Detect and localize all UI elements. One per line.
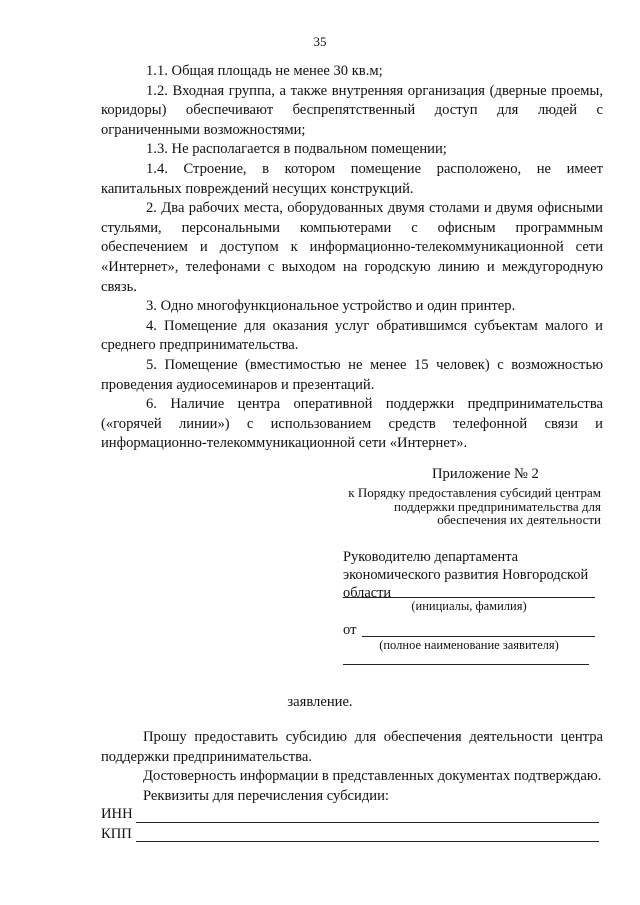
- paragraph-3: 3. Одно многофункциональное устройство и один принтер.: [146, 298, 516, 315]
- applicant-line: [362, 636, 595, 637]
- kpp-label: КПП: [101, 826, 132, 842]
- page-number: 35: [313, 34, 327, 49]
- request-paragraph-3: Реквизиты для перечисления субсидии:: [143, 787, 389, 804]
- paragraph-5: 5. Помещение (вместимостью не менее 15 человек) с возможностью проведения аудиосеминаров и презентаций.: [101, 356, 603, 393]
- paragraph-1-1: 1.1. Общая площадь не менее 30 кв.м;: [146, 63, 383, 79]
- signature-caption: (инициалы, фамилия): [411, 599, 527, 613]
- kpp-line: [136, 841, 599, 842]
- paragraph-1-4: 1.4. Строение, в котором помещение расположено, не имеет капитальных повреждений несущих конструкций.: [101, 160, 603, 197]
- appendix-title: Приложение № 2: [432, 466, 539, 482]
- paragraph-6: 6. Наличие центра оперативной поддержки предпринимательства («горячей линии») с использованием средств телефонной связи и информационно-телекоммуникационной сети «Интернет».: [101, 396, 603, 452]
- request-paragraph-2: Достоверность информации в представленных документах подтверждаю.: [143, 768, 602, 785]
- document-title: заявление.: [287, 694, 353, 710]
- paragraph-2: 2. Два рабочих места, оборудованных двумя столами и двумя офисными стульями, персональными компьютерами с офисным программным обеспечением и доступом к информационно-телекоммуникационной сети «Интернет», телефонами с выходом на городскую линию и междугородную связь.: [101, 200, 603, 295]
- paragraph-1-3: 1.3. Не располагается в подвальном помещении;: [146, 141, 447, 158]
- paragraph-4: 4. Помещение для оказания услуг обратившимся субъектам малого и среднего предпринимательства.: [101, 317, 603, 354]
- inn-line: [136, 822, 599, 823]
- applicant-caption: (полное наименование заявителя): [379, 638, 559, 652]
- request-paragraph-1: Прошу предоставить субсидию для обеспечения деятельности центра поддержки предпринимательства.: [101, 729, 603, 765]
- applicant-line-2: [343, 664, 589, 665]
- signature-line: [343, 597, 595, 598]
- addressee: Руководителю департамента экономического развития Новгородской области: [343, 549, 589, 601]
- paragraph-1-2: 1.2. Входная группа, а также внутренняя организация (дверные проемы, коридоры) обеспечивают беспрепятственный доступ для людей с ограниченными возможностями;: [101, 82, 603, 138]
- request-text: [101, 728, 603, 806]
- inn-label: ИНН: [101, 806, 133, 822]
- requirements-text: [101, 62, 603, 454]
- appendix-subtitle: к Порядку предоставления субсидий центрам поддержки предпринимательства для обеспечения их деятельности: [348, 485, 601, 527]
- from-label: от: [343, 622, 357, 638]
